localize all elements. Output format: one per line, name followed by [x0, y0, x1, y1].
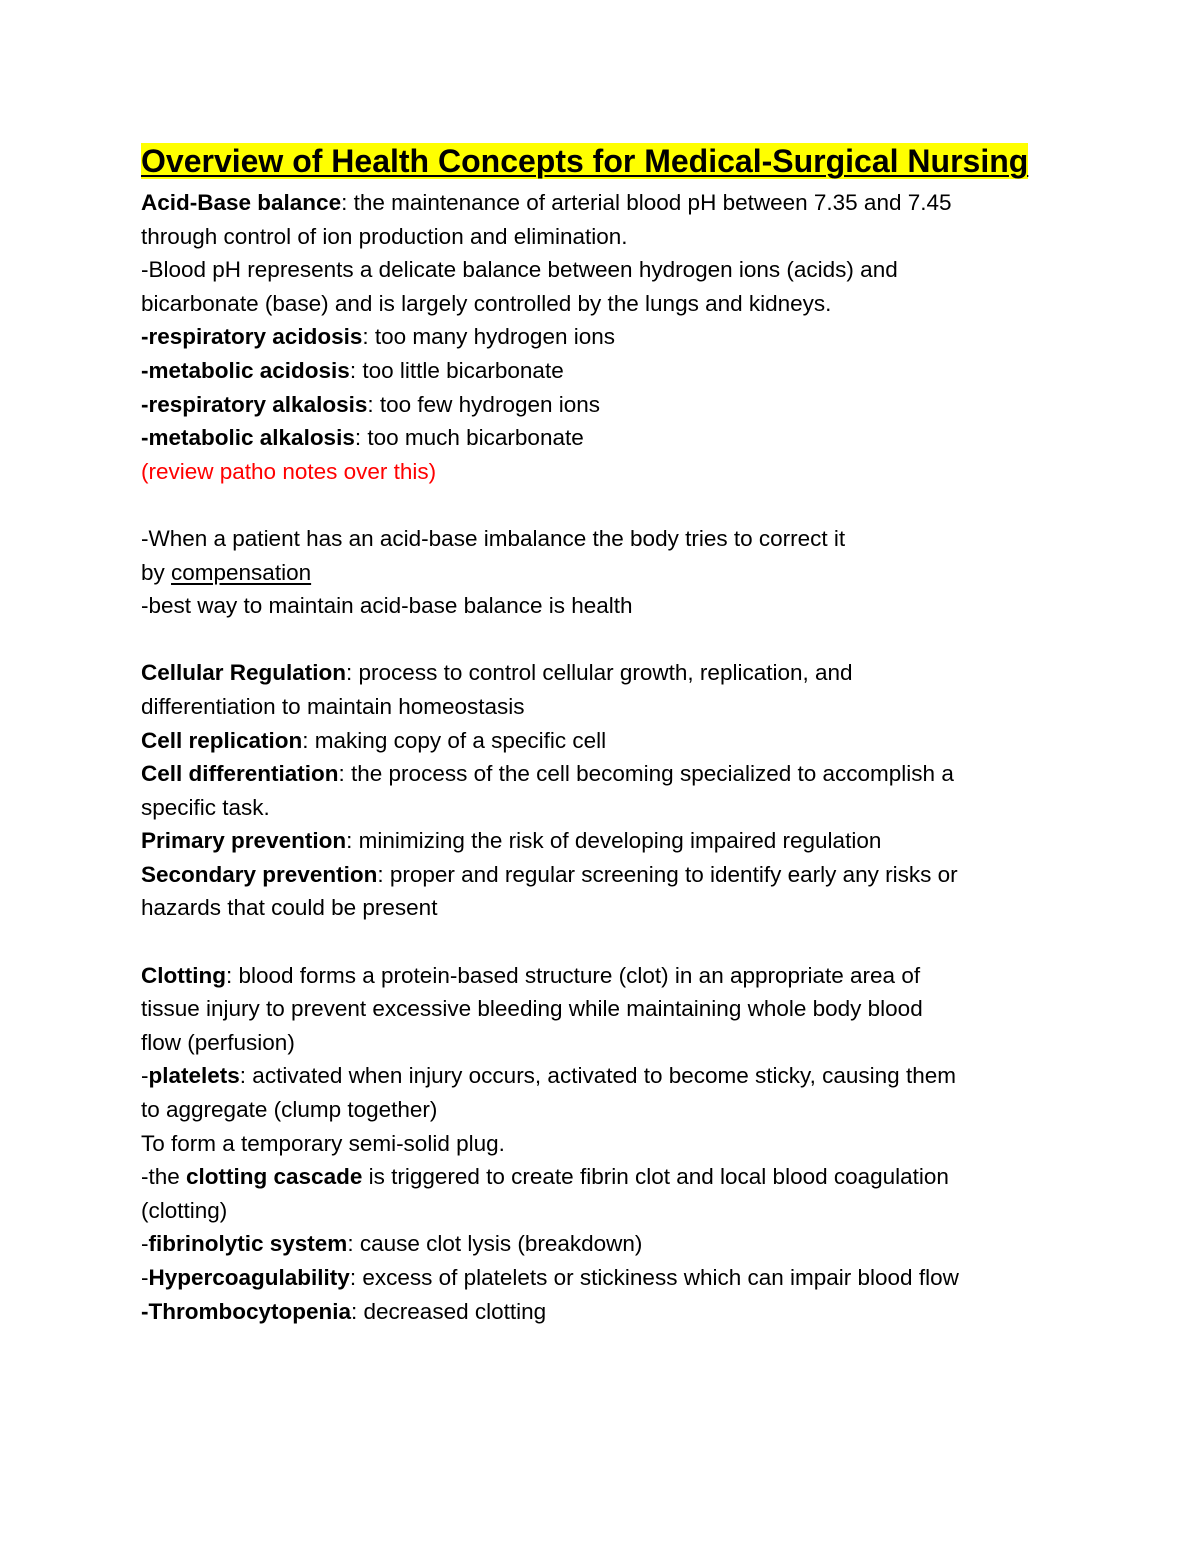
dash-prefix: -: [141, 1231, 149, 1257]
compensation-line-cont: [141, 556, 1061, 590]
compensation-term: compensation: [171, 559, 312, 585]
term-acid-base: Acid-Base balance: [141, 190, 342, 215]
blood-ph-line-cont: bicarbonate (base) and is largely controlled by the lungs and kidneys.: [141, 290, 832, 316]
definition-text: : excess of platelets or stickiness which can impair blood flow: [349, 1265, 959, 1290]
paragraph-gap: [141, 488, 1061, 522]
dash-prefix: -: [141, 1265, 149, 1290]
acid-base-definition: [141, 186, 1061, 220]
cellular-regulation-definition: [141, 656, 1061, 690]
term-secondary-prevention: Secondary prevention: [141, 861, 378, 887]
blood-ph-line: -Blood pH represents a delicate balance between hydrogen ions (acids) and: [141, 257, 898, 283]
term-text: : too many hydrogen ions: [362, 324, 615, 350]
document-body: [141, 140, 1061, 1328]
paragraph-gap: [141, 623, 1061, 657]
clotting-cascade-line: [141, 1160, 1061, 1194]
acid-base-definition-cont: through control of ion production and elimination.: [141, 223, 628, 249]
page-title: [141, 140, 1061, 182]
thrombocytopenia-line: [141, 1295, 1061, 1329]
review-note: (review patho notes over this): [141, 458, 437, 484]
term-text: : too much bicarbonate: [354, 425, 584, 451]
definition-text: : proper and regular screening to identify early any risks or: [377, 861, 958, 887]
term-cell-differentiation: Cell differentiation: [141, 761, 339, 787]
platelets-line: [141, 1059, 1061, 1093]
term-text: : too few hydrogen ions: [367, 391, 601, 417]
term-cellular-regulation: Cellular Regulation: [141, 660, 347, 686]
secondary-prevention-cont: hazards that could be present: [141, 895, 438, 921]
hypercoagulability-line: [141, 1261, 1061, 1295]
term: -metabolic alkalosis: [141, 425, 355, 451]
term: -respiratory alkalosis: [141, 391, 368, 417]
term-fibrinolytic-system: fibrinolytic system: [148, 1231, 348, 1257]
clotting-definition-cont: tissue injury to prevent excessive bleeding while maintaining whole body blood: [141, 996, 923, 1022]
secondary-prevention: [141, 858, 1061, 892]
paragraph-gap: [141, 925, 1061, 959]
cell-differentiation: [141, 757, 1061, 791]
definition-text: : making copy of a specific cell: [302, 727, 607, 753]
definition-text: : blood forms a protein-based structure (clot) in an appropriate area of: [225, 962, 921, 988]
definition-text: : activated when injury occurs, activated to become sticky, causing them: [239, 1063, 956, 1089]
term-thrombocytopenia: -Thrombocytopenia: [141, 1298, 352, 1324]
list-item: [141, 354, 1061, 388]
definition-text: : cause clot lysis (breakdown): [347, 1231, 643, 1257]
term-primary-prevention: Primary prevention: [141, 828, 347, 854]
definition-text: : the maintenance of arterial blood pH between 7.35 and 7.45: [341, 190, 952, 215]
compensation-prefix: by: [141, 559, 172, 585]
list-item: [141, 421, 1061, 455]
compensation-line: -When a patient has an acid-base imbalance the body tries to correct it: [141, 525, 846, 551]
term-hypercoagulability: Hypercoagulability: [148, 1265, 350, 1290]
term-platelets: platelets: [148, 1063, 240, 1089]
definition-text: : process to control cellular growth, replication, and: [346, 660, 853, 686]
clotting-cascade-line-cont: (clotting): [141, 1197, 228, 1223]
term-clotting: Clotting: [141, 962, 226, 988]
term-clotting-cascade: clotting cascade: [186, 1164, 363, 1190]
plug-line: To form a temporary semi-solid plug.: [141, 1130, 505, 1156]
clotting-definition: [141, 959, 1061, 993]
definition-text: : decreased clotting: [351, 1298, 547, 1324]
highlighted-title-text: Overview of Health Concepts for Medical-Surgical Nursing: [141, 143, 1029, 179]
cell-differentiation-cont: specific task.: [141, 794, 270, 820]
cascade-prefix: -the: [141, 1164, 187, 1190]
term: -respiratory acidosis: [141, 324, 363, 350]
definition-text: : minimizing the risk of developing impaired regulation: [346, 828, 882, 854]
primary-prevention: [141, 824, 1061, 858]
list-item: [141, 388, 1061, 422]
term-text: : too little bicarbonate: [349, 357, 564, 383]
clotting-definition-cont-2: flow (perfusion): [141, 1029, 295, 1055]
definition-text: : the process of the cell becoming specialized to accomplish a: [338, 761, 954, 787]
health-line: -best way to maintain acid-base balance is health: [141, 593, 633, 619]
definition-text: is triggered to create fibrin clot and local blood coagulation: [362, 1164, 949, 1190]
cell-replication: [141, 724, 1061, 758]
term: -metabolic acidosis: [141, 357, 350, 383]
dash-prefix: -: [141, 1063, 149, 1089]
fibrinolytic-line: [141, 1227, 1061, 1261]
platelets-line-cont: to aggregate (clump together): [141, 1097, 438, 1123]
list-item: [141, 320, 1061, 354]
term-cell-replication: Cell replication: [141, 727, 303, 753]
cellular-regulation-definition-cont: differentiation to maintain homeostasis: [141, 693, 525, 719]
